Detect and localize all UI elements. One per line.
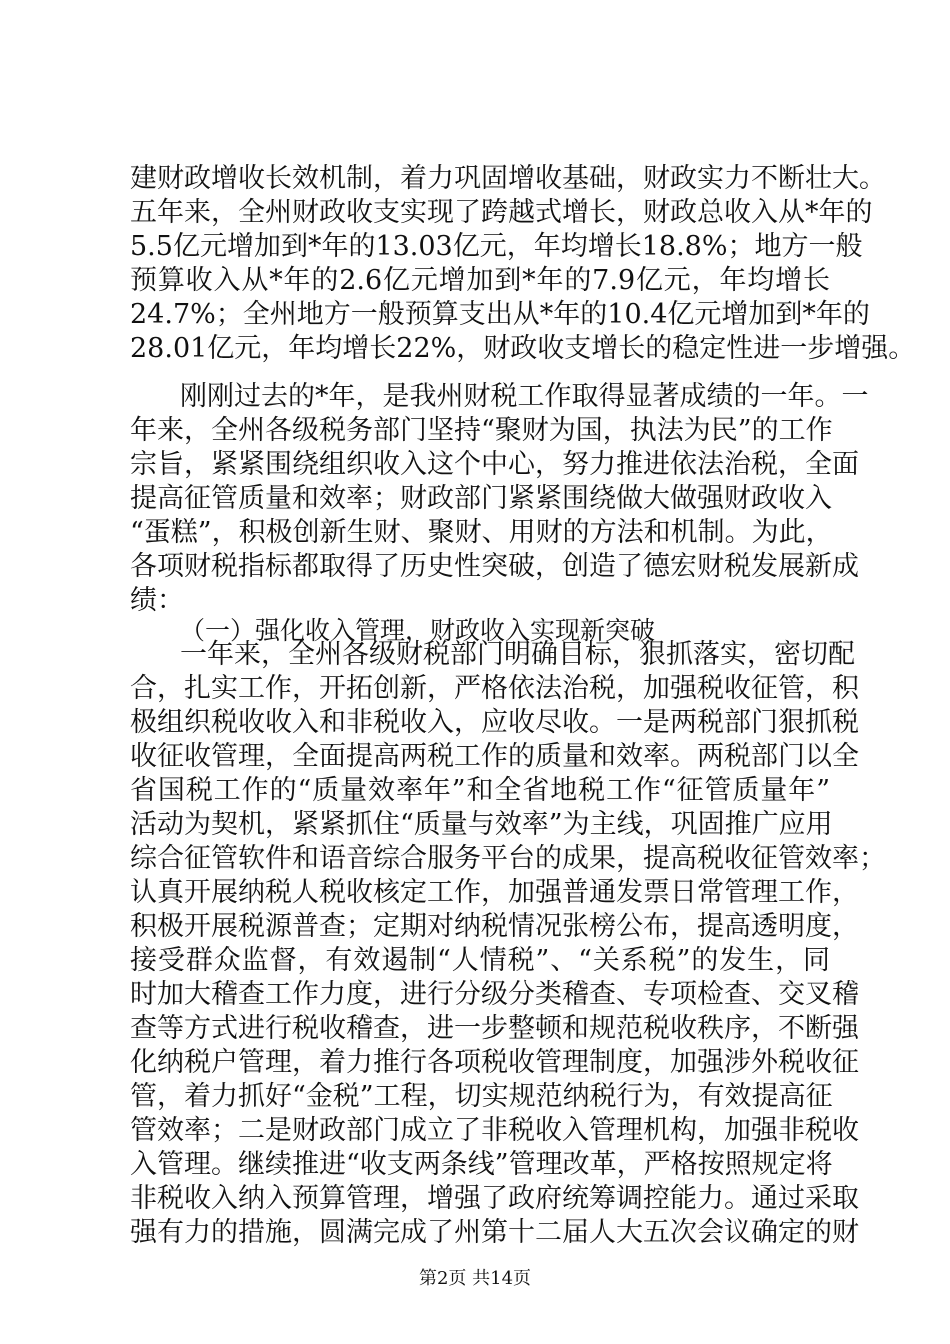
text-line: 24.7%；全州地方一般预算支出从*年的10.4亿元增加到*年的	[130, 299, 870, 330]
text-line: 一年来，全州各级财税部门明确目标，狠抓落实，密切配	[180, 639, 855, 670]
text-line: 五年来，全州财政收支实现了跨越式增长，财政总收入从*年的	[130, 197, 873, 228]
text-line: 5.5亿元增加到*年的13.03亿元，年均增长18.8%；地方一般	[130, 231, 863, 262]
text-line: 提高征管质量和效率；财政部门紧紧围绕做大做强财政收入	[130, 483, 832, 514]
section-heading: （一）强化收入管理，财政收入实现新突破	[180, 616, 656, 645]
text-line: 各项财税指标都取得了历史性突破，创造了德宏财税发展新成	[130, 551, 859, 582]
text-line: 管，着力抓好“金税”工程，切实规范纳税行为，有效提高征	[130, 1081, 833, 1112]
text-line: 入管理。继续推进“收支两条线”管理改革，严格按照规定将	[130, 1149, 833, 1180]
text-line: 收征收管理，全面提高两税工作的质量和效率。两税部门以全	[130, 741, 859, 772]
text-line: 化纳税户管理，着力推行各项税收管理制度，加强涉外税收征	[130, 1047, 859, 1078]
text-line: 活动为契机，紧紧抓住“质量与效率”为主线，巩固推广应用	[130, 809, 833, 840]
text-line: 综合征管软件和语音综合服务平台的成果，提高税收征管效率；	[130, 843, 886, 874]
text-line: 年来，全州各级税务部门坚持“聚财为国，执法为民”的工作	[130, 415, 833, 446]
text-line: 绩：	[130, 585, 184, 616]
text-line: 建财政增收长效机制，着力巩固增收基础，财政实力不断壮大。	[130, 163, 886, 194]
page-footer: 第2页 共14页	[418, 1268, 532, 1289]
text-line: 合，扎实工作，开拓创新，严格依法治税，加强税收征管，积	[130, 673, 859, 704]
text-line: 时加大稽查工作力度，进行分级分类稽查、专项检查、交叉稽	[130, 979, 859, 1010]
text-line: 极组织税收收入和非税收入，应收尽收。一是两税部门狠抓税	[130, 707, 859, 738]
text-line: 查等方式进行税收稽查，进一步整顿和规范税收秩序，不断强	[130, 1013, 859, 1044]
text-line: 刚刚过去的*年，是我州财税工作取得显著成绩的一年。一	[180, 381, 869, 412]
text-line: 强有力的措施，圆满完成了州第十二届人大五次会议确定的财	[130, 1217, 859, 1248]
text-line: 28.01亿元，年均增长22%，财政收支增长的稳定性进一步增强。	[130, 333, 916, 364]
text-line: 积极开展税源普查；定期对纳税情况张榜公布，提高透明度，	[130, 911, 859, 942]
text-line: 接受群众监督，有效遏制“人情税”、“关系税”的发生，同	[130, 945, 830, 976]
text-line: 非税收入纳入预算管理，增强了政府统筹调控能力。通过采取	[130, 1183, 859, 1214]
text-line: 认真开展纳税人税收核定工作，加强普通发票日常管理工作，	[130, 877, 859, 908]
text-line: 预算收入从*年的2.6亿元增加到*年的7.9亿元，年均增长	[130, 265, 830, 296]
text-line: 宗旨，紧紧围绕组织收入这个中心，努力推进依法治税，全面	[130, 449, 859, 480]
text-line: 管效率；二是财政部门成立了非税收入管理机构，加强非税收	[130, 1115, 859, 1146]
text-line: “蛋糕”，积极创新生财、聚财、用财的方法和机制。为此，	[130, 517, 833, 548]
text-line: 省国税工作的“质量效率年”和全省地税工作“征管质量年”	[130, 775, 830, 806]
